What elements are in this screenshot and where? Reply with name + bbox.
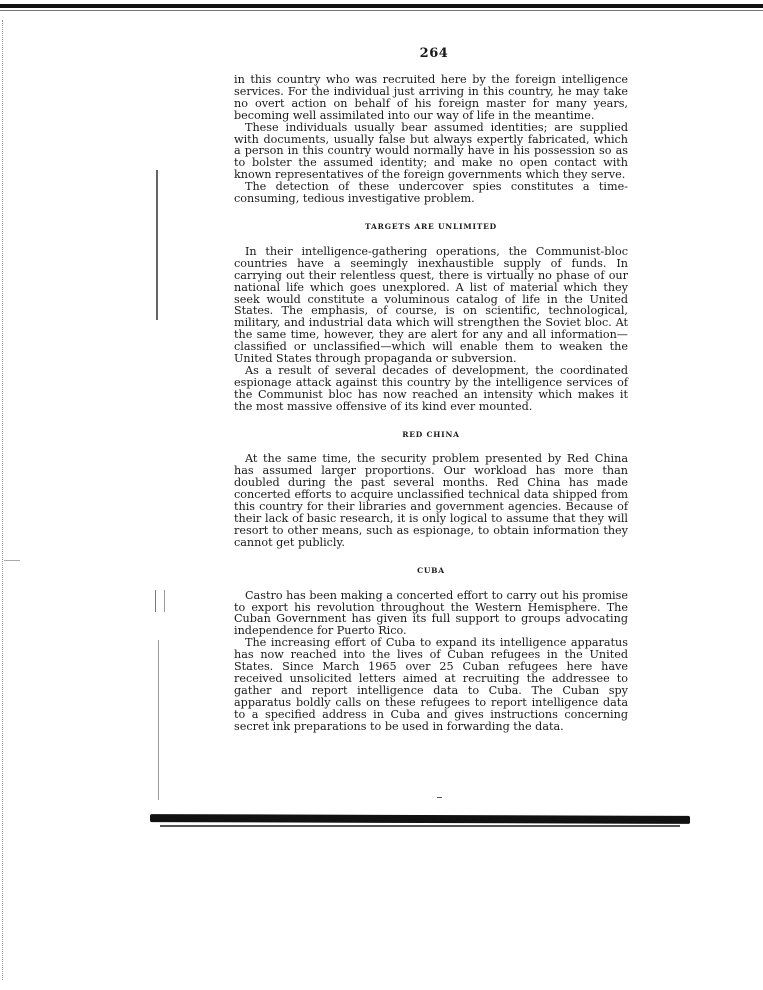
body-paragraph: As a result of several decades of development, the coordinated espionage attack against this country by the intelligence services of the Communist bloc has now reached an intensity which makes it the most massive offensive of its kind ever mounted.	[234, 363, 628, 413]
body-paragraph: In their intelligence-gathering operations, the Communist-bloc countries have a seemingly inexhaustible supply of funds. In carrying out their relentless quest, there is virtually no phase of our national life which goes unexplored. A list of material which they seek would constitute a voluminous catalog of life in the United States. The emphasis, of course, is on scientific, technological, military, and industrial data which will strengthen the Soviet bloc. At the same time, however, they are alert for any and all information—classified or unclassified—which will enable them to weaken the United States through propaganda or subversion.	[234, 244, 628, 366]
body-paragraph: These individuals usually bear assumed identities; are supplied with documents, usually false but always expertly fabricated, which a person in this country would normally have in his possession so as to bolster the assumed identity; and make no open contact with known representatives of the foreign governments which they serve.	[234, 120, 628, 182]
scan-top-edge-thin	[0, 10, 763, 11]
section-heading: CUBA	[417, 565, 445, 575]
body-paragraph: The increasing effort of Cuba to expand its intelligence apparatus has now reached into the lives of Cuban refugees in the United States. Since March 1965 over 25 Cuban refugees here have received unsolicited letters aimed at recruiting the addressee to gather and report intelligence data to Cuba. The Cuban spy apparatus boldly calls on these refugees to report intelligence data to a specified address in Cuba and gives instructions concerning secret ink preparations to be used in forwarding the data.	[234, 636, 628, 733]
section-heading: RED CHINA	[402, 429, 460, 439]
body-paragraph: The detection of these undercover spies constitutes a time-consuming, tedious investigative problem.	[234, 180, 628, 206]
margin-mark-line	[156, 170, 158, 320]
body-paragraph: At the same time, the security problem presented by Red China has assumed larger proportions. Our workload has more than doubled during the past several months. Red China has made concerted efforts to acquire unclassified technical data shipped from this country for their libraries and government agencies. Because of their lack of basic research, it is only logical to assume that they will resort to other means, such as espionage, to obtain information they cannot get publicly.	[234, 452, 628, 549]
section-heading: TARGETS ARE UNLIMITED	[365, 221, 497, 231]
page-body	[234, 74, 628, 733]
scan-left-tick	[4, 560, 20, 561]
scan-left-edge-dots	[2, 20, 4, 980]
margin-mark-bracket	[155, 590, 165, 612]
scan-bottom-edge-thin	[160, 825, 680, 827]
page-number: 264	[419, 46, 449, 61]
scan-top-edge	[0, 4, 763, 8]
scan-bottom-edge	[150, 814, 690, 824]
body-paragraph: in this country who was recruited here by the foreign intelligence services. For the individual just arriving in this country, he may take no overt action on behalf of his foreign master for many years, becoming well assimilated into our way of life in the meantime.	[234, 73, 628, 122]
body-paragraph: Castro has been making a concerted effort to carry out his promise to export his revolution throughout the Western Hemisphere. The Cuban Government has given its full support to groups advocating independence for Puerto Rico.	[234, 588, 628, 638]
margin-mark-line-lower	[158, 640, 159, 800]
scan-dash-mark	[437, 797, 442, 798]
